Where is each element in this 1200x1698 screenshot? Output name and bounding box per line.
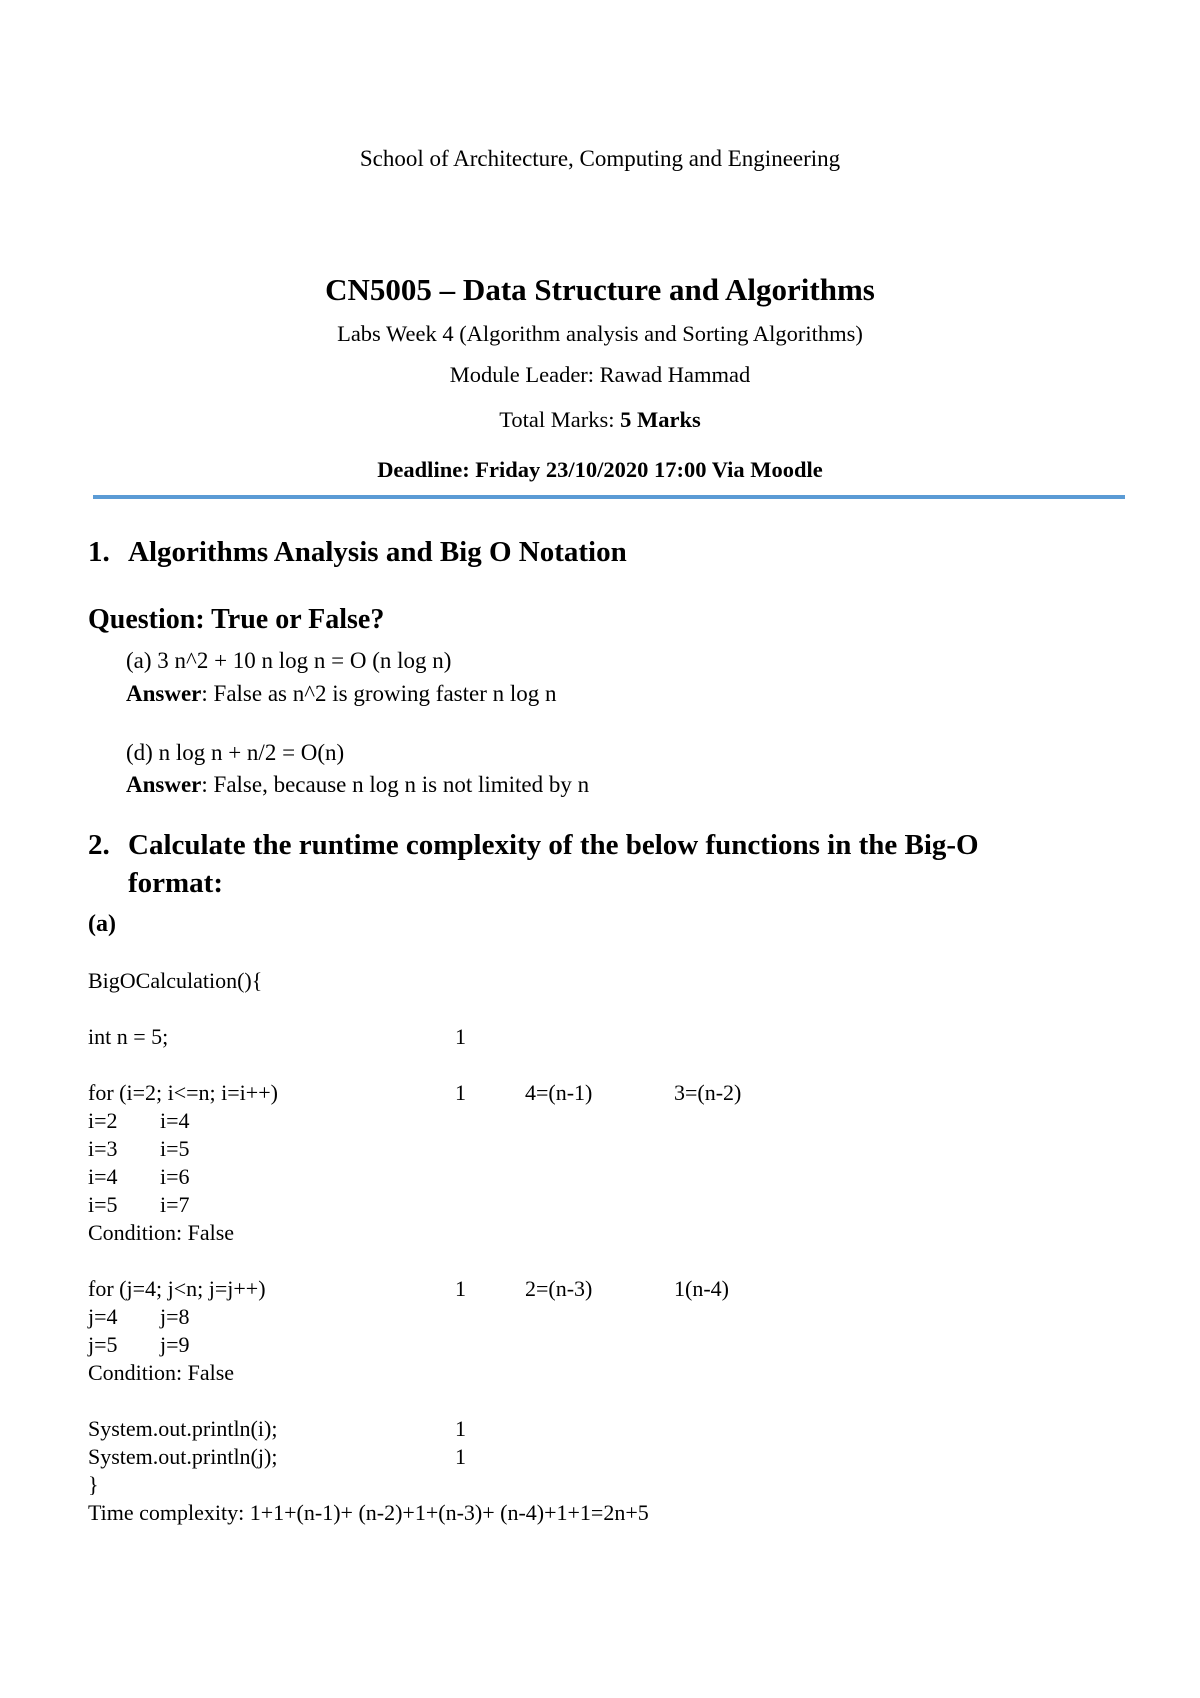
code-loop1-cost3: 3=(n-2) <box>674 1080 742 1105</box>
code-loop1: for (i=2; i<=n; i=i++) <box>88 1080 278 1105</box>
total-marks <box>0 407 1200 433</box>
code-fn-open: BigOCalculation(){ <box>88 968 263 993</box>
section-2-title-line1: Calculate the runtime complexity of the below functions in the Big-O <box>128 829 979 861</box>
code-fn-close: } <box>88 1472 99 1497</box>
code-loop1-cost1: 1 <box>455 1080 466 1105</box>
answer-text: : False, because n log n is not limited by n <box>201 772 590 797</box>
answer-a <box>126 681 557 707</box>
section-1-number: 1. <box>88 536 110 568</box>
code-loop2-cost1: 1 <box>455 1276 466 1301</box>
code-print-i: System.out.println(i); <box>88 1416 278 1441</box>
answer-d <box>126 772 589 798</box>
code-print-i-cost: 1 <box>455 1416 466 1441</box>
loop2-trace-row: j=4 <box>88 1304 118 1329</box>
loop1-trace-row: i=4 <box>160 1108 190 1133</box>
part-a-label: (a) <box>88 911 116 937</box>
loop1-trace-row: i=5 <box>160 1136 190 1161</box>
code-loop1-cost2: 4=(n-1) <box>525 1080 593 1105</box>
total-marks-label: Total Marks: <box>499 407 621 432</box>
code-loop2-cost2: 2=(n-3) <box>525 1276 593 1301</box>
loop1-trace-row: i=3 <box>88 1136 118 1161</box>
answer-label: Answer <box>126 681 202 706</box>
code-int-line: int n = 5; <box>88 1024 169 1049</box>
code-print-j: System.out.println(j); <box>88 1444 278 1469</box>
labs-subtitle: Labs Week 4 (Algorithm analysis and Sorting Algorithms) <box>337 321 863 346</box>
time-complexity: Time complexity: 1+1+(n-1)+ (n-2)+1+(n-3)+ (n-4)+1+1=2n+5 <box>88 1500 649 1525</box>
loop2-trace-row: j=8 <box>160 1304 190 1329</box>
statement-d: (d) n log n + n/2 = O(n) <box>126 740 345 765</box>
deadline: Deadline: Friday 23/10/2020 17:00 Via Moodle <box>377 457 823 482</box>
code-loop2: for (j=4; j<n; j=j++) <box>88 1276 266 1301</box>
code-print-j-cost: 1 <box>455 1444 466 1469</box>
code-int-cost: 1 <box>455 1024 466 1049</box>
answer-text: : False as n^2 is growing faster n log n <box>201 681 557 706</box>
module-leader: Module Leader: Rawad Hammad <box>449 362 751 387</box>
module-title: CN5005 – Data Structure and Algorithms <box>325 272 875 307</box>
section-2-number: 2. <box>88 829 110 861</box>
loop2-trace-row: j=9 <box>160 1332 190 1357</box>
loop1-trace-row: i=5 <box>88 1192 118 1217</box>
answer-label: Answer <box>126 772 202 797</box>
loop1-condition: Condition: False <box>88 1220 235 1245</box>
section-1-heading <box>88 536 627 569</box>
code-loop2-cost3: 1(n-4) <box>674 1276 729 1301</box>
loop2-trace-row: j=5 <box>88 1332 118 1357</box>
section-2-title-line2: format: <box>128 867 224 899</box>
school-name: School of Architecture, Computing and Engineering <box>359 146 841 171</box>
section-2-heading <box>88 829 979 862</box>
section-1-title: Algorithms Analysis and Big O Notation <box>128 536 627 568</box>
loop1-trace-row: i=4 <box>88 1164 118 1189</box>
statement-a: (a) 3 n^2 + 10 n log n = O (n log n) <box>126 648 452 673</box>
loop1-trace-row: i=2 <box>88 1108 118 1133</box>
header-divider <box>93 495 1125 499</box>
loop2-condition: Condition: False <box>88 1360 235 1385</box>
question-heading: Question: True or False? <box>88 604 385 635</box>
total-marks-value: 5 Marks <box>620 407 701 432</box>
loop1-trace-row: i=7 <box>160 1192 190 1217</box>
loop1-trace-row: i=6 <box>160 1164 190 1189</box>
